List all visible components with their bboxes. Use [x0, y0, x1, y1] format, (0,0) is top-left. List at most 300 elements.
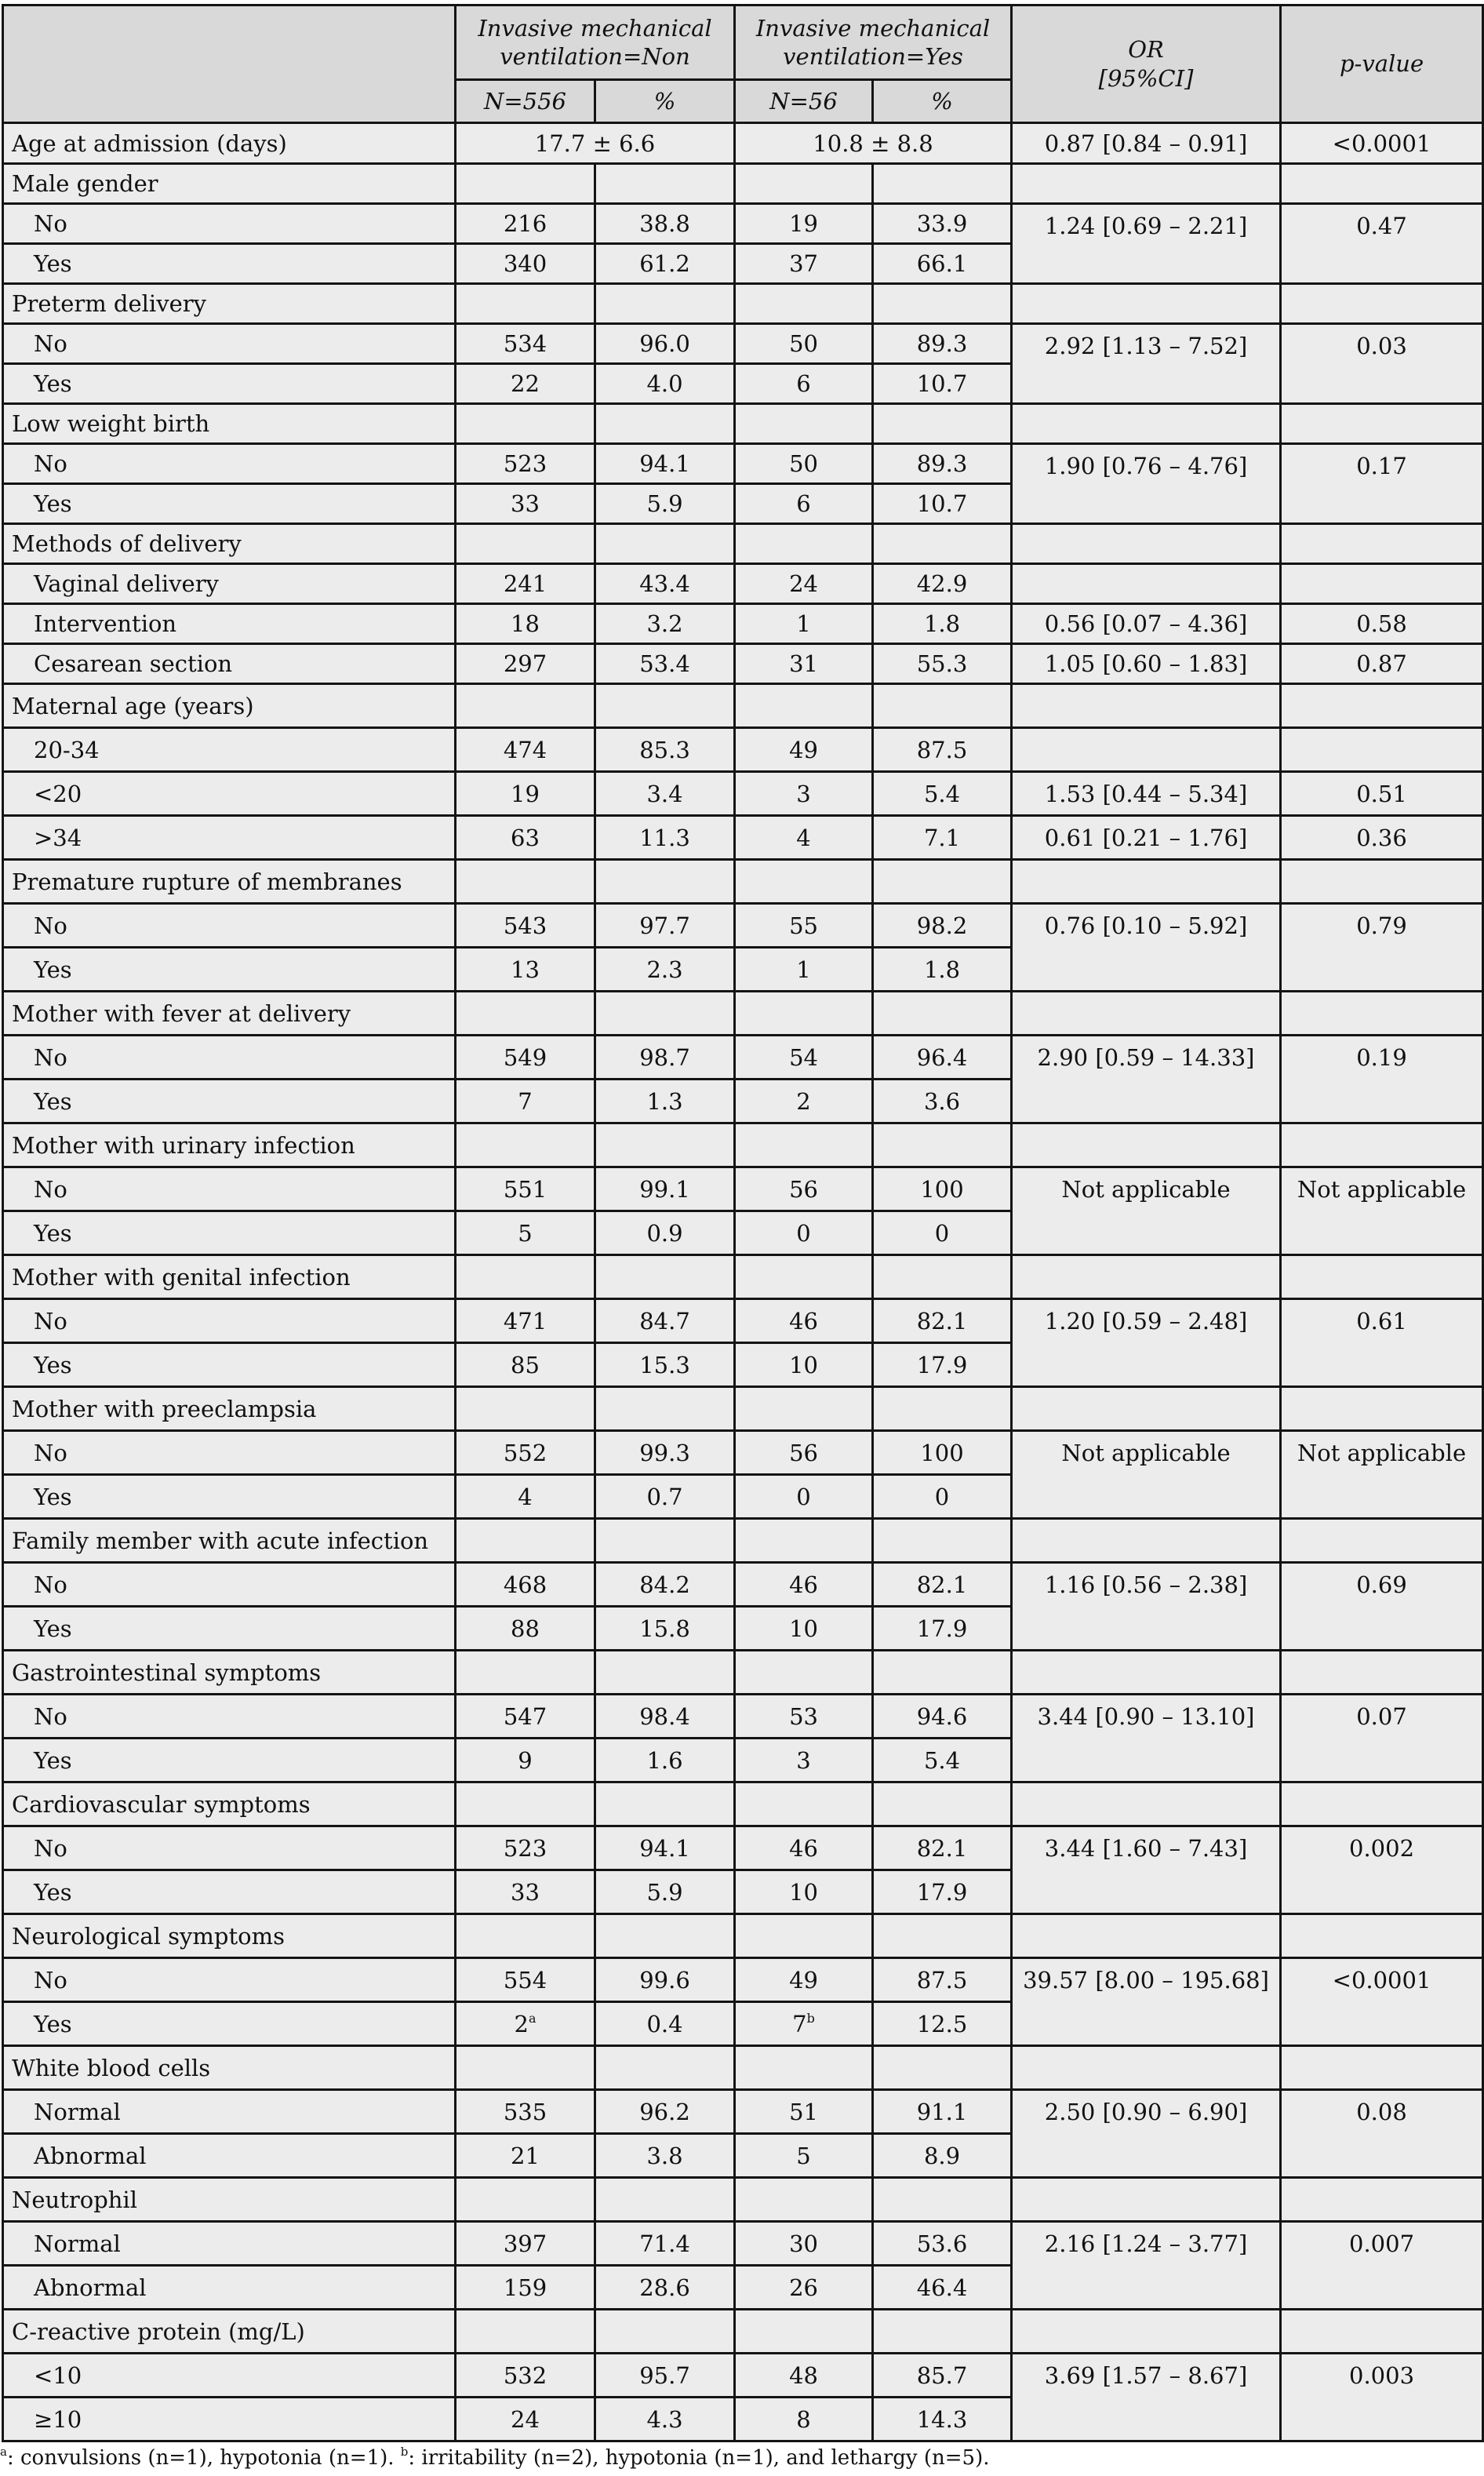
- percent-non: 95.7: [595, 2354, 735, 2398]
- percent-non: 61.2: [595, 244, 735, 284]
- percent-non: 96.2: [595, 2090, 735, 2134]
- percent-non: 98.4: [595, 1695, 735, 1739]
- percent-yes: 82.1: [873, 1299, 1012, 1343]
- percent-non: 98.7: [595, 1036, 735, 1080]
- percent-yes: 14.3: [873, 2398, 1012, 2441]
- count-non: 523: [456, 1826, 595, 1870]
- row-label: Yes: [3, 1080, 456, 1123]
- percent-non: 1.6: [595, 1739, 735, 1782]
- percent-non: 43.4: [595, 564, 735, 604]
- empty-cell: [595, 524, 735, 564]
- footnote-mark-b: b: [400, 2445, 409, 2459]
- percent-non: 99.1: [595, 1167, 735, 1211]
- count-yes: 6: [735, 484, 873, 524]
- row-label: <20: [3, 772, 456, 816]
- count-yes: 50: [735, 444, 873, 484]
- percent-yes: 0: [873, 1475, 1012, 1519]
- empty-cell: [873, 992, 1012, 1036]
- percent-non: 4.0: [595, 364, 735, 404]
- row-label: Normal: [3, 2222, 456, 2266]
- empty-cell: [1012, 2310, 1281, 2354]
- percent-yes: 1.8: [873, 948, 1012, 992]
- header-n-non: N=556: [456, 80, 595, 123]
- empty-cell: [873, 1782, 1012, 1826]
- count-yes: 2: [735, 1080, 873, 1123]
- table-row-section: [3, 2046, 1483, 2090]
- row-label: No: [3, 1299, 456, 1343]
- percent-non: 84.2: [595, 1563, 735, 1607]
- odds-ratio: 1.53 [0.44 – 5.34]: [1012, 772, 1281, 816]
- percent-yes: 94.6: [873, 1695, 1012, 1739]
- percent-yes: 5.4: [873, 772, 1012, 816]
- empty-cell: [1012, 1651, 1281, 1695]
- empty-cell: [873, 2310, 1012, 2354]
- percent-yes: 82.1: [873, 1563, 1012, 1607]
- header-group-non: Invasive mechanical ventilation=Non: [456, 5, 735, 80]
- empty-cell: [1281, 1123, 1483, 1167]
- footnote-mark: a: [528, 2010, 536, 2026]
- row-label: No: [3, 904, 456, 948]
- odds-ratio: 0.56 [0.07 – 4.36]: [1012, 604, 1281, 644]
- empty-cell: [873, 1914, 1012, 1958]
- p-value: 0.79: [1281, 904, 1483, 992]
- row-label: <10: [3, 2354, 456, 2398]
- empty-cell: [456, 1255, 595, 1299]
- count-non: 474: [456, 728, 595, 772]
- p-value: 0.07: [1281, 1695, 1483, 1782]
- percent-yes: 87.5: [873, 728, 1012, 772]
- row-label: Yes: [3, 1739, 456, 1782]
- percent-yes: 55.3: [873, 644, 1012, 684]
- section-label: Preterm delivery: [3, 284, 456, 324]
- empty-cell: [735, 2310, 873, 2354]
- empty-cell: [595, 1782, 735, 1826]
- percent-yes: 46.4: [873, 2266, 1012, 2310]
- empty-cell: [1281, 1914, 1483, 1958]
- count-non: 549: [456, 1036, 595, 1080]
- count-yes: 1: [735, 604, 873, 644]
- count-yes: 0: [735, 1475, 873, 1519]
- table-row: [3, 444, 1483, 484]
- count-non: 471: [456, 1299, 595, 1343]
- count-yes: 49: [735, 728, 873, 772]
- table-row-section: [3, 992, 1483, 1036]
- empty-cell: [873, 1387, 1012, 1431]
- p-value: 0.87: [1281, 644, 1483, 684]
- percent-non: 53.4: [595, 644, 735, 684]
- row-label: Yes: [3, 1211, 456, 1255]
- percent-yes: 8.9: [873, 2134, 1012, 2178]
- table-row-section: [3, 1123, 1483, 1167]
- table-row: [3, 2222, 1483, 2266]
- percent-yes: 17.9: [873, 1607, 1012, 1651]
- section-label: Cardiovascular symptoms: [3, 1782, 456, 1826]
- count-non: 33: [456, 1870, 595, 1914]
- table-row: [3, 604, 1483, 644]
- odds-ratio: 1.05 [0.60 – 1.83]: [1012, 644, 1281, 684]
- empty-cell: [456, 1123, 595, 1167]
- empty-cell: [735, 1782, 873, 1826]
- p-value: Not applicable: [1281, 1167, 1483, 1255]
- header-pct-yes: %: [873, 80, 1012, 123]
- percent-non: 0.9: [595, 1211, 735, 1255]
- table-row: [3, 1958, 1483, 2002]
- odds-ratio: 1.16 [0.56 – 2.38]: [1012, 1563, 1281, 1651]
- percent-yes: 10.7: [873, 364, 1012, 404]
- empty-cell: [873, 1123, 1012, 1167]
- empty-cell: [595, 1255, 735, 1299]
- header-pvalue: p-value: [1281, 5, 1483, 123]
- percent-yes: 96.4: [873, 1036, 1012, 1080]
- count-non: 24: [456, 2398, 595, 2441]
- table-row: [3, 2090, 1483, 2134]
- percent-yes: 0: [873, 1211, 1012, 1255]
- p-value: 0.36: [1281, 816, 1483, 860]
- section-label: Gastrointestinal symptoms: [3, 1651, 456, 1695]
- count-yes: 55: [735, 904, 873, 948]
- table-row: [3, 1036, 1483, 1080]
- section-label: Mother with urinary infection: [3, 1123, 456, 1167]
- empty-cell: [456, 1782, 595, 1826]
- header-n-yes: N=56: [735, 80, 873, 123]
- count-yes: 6: [735, 364, 873, 404]
- empty-cell: [1281, 284, 1483, 324]
- count-non: 63: [456, 816, 595, 860]
- count-non: 397: [456, 2222, 595, 2266]
- count-yes: 8: [735, 2398, 873, 2441]
- age-p-value: <0.0001: [1281, 123, 1483, 164]
- percent-non: 15.8: [595, 1607, 735, 1651]
- count-non: 88: [456, 1607, 595, 1651]
- percent-non: 96.0: [595, 324, 735, 364]
- empty-cell: [1012, 2178, 1281, 2222]
- table-row-section: [3, 164, 1483, 204]
- row-label: Abnormal: [3, 2266, 456, 2310]
- empty-cell: [1281, 860, 1483, 904]
- empty-cell: [735, 404, 873, 444]
- count-non: 216: [456, 204, 595, 244]
- percent-yes: 10.7: [873, 484, 1012, 524]
- percent-yes: 5.4: [873, 1739, 1012, 1782]
- empty-cell: [595, 1651, 735, 1695]
- empty-cell: [873, 524, 1012, 564]
- empty-cell: [1012, 164, 1281, 204]
- row-label: No: [3, 1695, 456, 1739]
- table-row-age: [3, 123, 1483, 164]
- percent-yes: 91.1: [873, 2090, 1012, 2134]
- empty-cell: [735, 1387, 873, 1431]
- percent-yes: 100: [873, 1431, 1012, 1475]
- empty-cell: [1281, 2178, 1483, 2222]
- empty-cell: [1012, 1914, 1281, 1958]
- p-value: 0.03: [1281, 324, 1483, 404]
- table-row-section: [3, 1519, 1483, 1563]
- empty-cell: [1012, 2046, 1281, 2090]
- odds-ratio: 2.92 [1.13 – 7.52]: [1012, 324, 1281, 404]
- row-label: Yes: [3, 484, 456, 524]
- section-label: C-reactive protein (mg/L): [3, 2310, 456, 2354]
- percent-non: 99.6: [595, 1958, 735, 2002]
- table-row-section: [3, 684, 1483, 728]
- percent-non: 5.9: [595, 484, 735, 524]
- age-yes-value: 10.8 ± 8.8: [735, 123, 1012, 164]
- section-label: Low weight birth: [3, 404, 456, 444]
- count-yes: 0: [735, 1211, 873, 1255]
- empty-cell: [1281, 1255, 1483, 1299]
- table-row: [3, 324, 1483, 364]
- empty-cell: [1281, 164, 1483, 204]
- row-label: Yes: [3, 1607, 456, 1651]
- empty-cell: [1281, 1651, 1483, 1695]
- empty-cell: [1012, 992, 1281, 1036]
- empty-cell: [1012, 684, 1281, 728]
- count-yes: 46: [735, 1299, 873, 1343]
- count-non: 241: [456, 564, 595, 604]
- percent-non: 28.6: [595, 2266, 735, 2310]
- count-yes: 49: [735, 1958, 873, 2002]
- empty-cell: [735, 1914, 873, 1958]
- empty-cell: [595, 992, 735, 1036]
- percent-yes: 98.2: [873, 904, 1012, 948]
- row-label: No: [3, 1563, 456, 1607]
- percent-non: 85.3: [595, 728, 735, 772]
- table-row: [3, 204, 1483, 244]
- table-row-section: [3, 284, 1483, 324]
- table-row: [3, 564, 1483, 604]
- table-row-section: [3, 1255, 1483, 1299]
- header-blank-cell: [3, 5, 456, 123]
- table-row: [3, 1167, 1483, 1211]
- count-yes: 10: [735, 1870, 873, 1914]
- count-non: 547: [456, 1695, 595, 1739]
- count-yes: 10: [735, 1607, 873, 1651]
- count-yes: 56: [735, 1167, 873, 1211]
- empty-cell: [1012, 284, 1281, 324]
- empty-cell: [873, 860, 1012, 904]
- count-yes: 26: [735, 2266, 873, 2310]
- percent-non: 38.8: [595, 204, 735, 244]
- empty-cell: [456, 164, 595, 204]
- section-label: Maternal age (years): [3, 684, 456, 728]
- empty-cell: [873, 684, 1012, 728]
- empty-cell: [456, 1387, 595, 1431]
- section-label: Family member with acute infection: [3, 1519, 456, 1563]
- odds-ratio: 0.76 [0.10 – 5.92]: [1012, 904, 1281, 992]
- percent-yes: 89.3: [873, 324, 1012, 364]
- header-pct-non: %: [595, 80, 735, 123]
- table-row: [3, 1563, 1483, 1607]
- empty-cell: [1281, 2310, 1483, 2354]
- table-row: [3, 1826, 1483, 1870]
- table-row: [3, 2354, 1483, 2398]
- header-or: OR [95%CI]: [1012, 5, 1281, 123]
- empty-cell: [595, 1387, 735, 1431]
- odds-ratio: 2.16 [1.24 – 3.77]: [1012, 2222, 1281, 2310]
- p-value: 0.47: [1281, 204, 1483, 284]
- percent-yes: 33.9: [873, 204, 1012, 244]
- empty-cell: [595, 164, 735, 204]
- count-non: 7: [456, 1080, 595, 1123]
- table-row-section: [3, 524, 1483, 564]
- odds-ratio: 1.24 [0.69 – 2.21]: [1012, 204, 1281, 284]
- empty-cell: [1012, 860, 1281, 904]
- empty-cell: [1012, 1782, 1281, 1826]
- empty-cell: [1281, 524, 1483, 564]
- empty-cell: [595, 860, 735, 904]
- count-non: 523: [456, 444, 595, 484]
- empty-cell: [735, 2178, 873, 2222]
- count-yes: 19: [735, 204, 873, 244]
- empty-cell: [456, 1914, 595, 1958]
- percent-yes: 89.3: [873, 444, 1012, 484]
- count-yes: 54: [735, 1036, 873, 1080]
- odds-ratio: 39.57 [8.00 – 195.68]: [1012, 1958, 1281, 2046]
- empty-cell: [456, 2310, 595, 2354]
- count-yes: 5: [735, 2134, 873, 2178]
- p-value: 0.69: [1281, 1563, 1483, 1651]
- table-row-section: [3, 1914, 1483, 1958]
- empty-cell: [456, 1519, 595, 1563]
- count-yes: 30: [735, 2222, 873, 2266]
- percent-yes: 1.8: [873, 604, 1012, 644]
- empty-cell: [1012, 1387, 1281, 1431]
- empty-cell: [456, 860, 595, 904]
- age-non-value: 17.7 ± 6.6: [456, 123, 735, 164]
- row-label: No: [3, 444, 456, 484]
- count-non: 33: [456, 484, 595, 524]
- table-row-section: [3, 1782, 1483, 1826]
- p-value: 0.08: [1281, 2090, 1483, 2178]
- count-yes: 51: [735, 2090, 873, 2134]
- empty-cell: [1281, 992, 1483, 1036]
- count-yes: 37: [735, 244, 873, 284]
- empty-cell: [873, 2046, 1012, 2090]
- section-label: Male gender: [3, 164, 456, 204]
- percent-non: 94.1: [595, 444, 735, 484]
- row-label: Intervention: [3, 604, 456, 644]
- count-yes: 56: [735, 1431, 873, 1475]
- empty-cell: [456, 992, 595, 1036]
- count-non: 19: [456, 772, 595, 816]
- empty-cell: [1281, 404, 1483, 444]
- p-value: Not applicable: [1281, 1431, 1483, 1519]
- percent-yes: 100: [873, 1167, 1012, 1211]
- p-value: 0.003: [1281, 2354, 1483, 2441]
- count-non: 534: [456, 324, 595, 364]
- table-row: [3, 904, 1483, 948]
- empty-cell: [456, 404, 595, 444]
- table-row-section: [3, 860, 1483, 904]
- count-yes: 10: [735, 1343, 873, 1387]
- table-row: [3, 1431, 1483, 1475]
- empty-cell: [873, 2178, 1012, 2222]
- odds-ratio: [1012, 728, 1281, 772]
- row-label: 20-34: [3, 728, 456, 772]
- percent-non: 0.4: [595, 2002, 735, 2046]
- percent-yes: 66.1: [873, 244, 1012, 284]
- empty-cell: [873, 1651, 1012, 1695]
- p-value: 0.002: [1281, 1826, 1483, 1914]
- count-non: 13: [456, 948, 595, 992]
- empty-cell: [1281, 1782, 1483, 1826]
- count-yes: 3: [735, 772, 873, 816]
- percent-non: 11.3: [595, 816, 735, 860]
- count-yes: [735, 2002, 873, 2046]
- p-value: <0.0001: [1281, 1958, 1483, 2046]
- percent-yes: 53.6: [873, 2222, 1012, 2266]
- percent-non: 4.3: [595, 2398, 735, 2441]
- count-yes: 3: [735, 1739, 873, 1782]
- count-non: 297: [456, 644, 595, 684]
- odds-ratio: 0.61 [0.21 – 1.76]: [1012, 816, 1281, 860]
- odds-ratio: [1012, 564, 1281, 604]
- section-label: Methods of delivery: [3, 524, 456, 564]
- empty-cell: [595, 284, 735, 324]
- empty-cell: [1281, 684, 1483, 728]
- odds-ratio: 1.90 [0.76 – 4.76]: [1012, 444, 1281, 524]
- count-non: 22: [456, 364, 595, 404]
- count-yes: 53: [735, 1695, 873, 1739]
- percent-non: 5.9: [595, 1870, 735, 1914]
- count-non: 340: [456, 244, 595, 284]
- row-label: Cesarean section: [3, 644, 456, 684]
- table-row: [3, 728, 1483, 772]
- empty-cell: [735, 992, 873, 1036]
- empty-cell: [595, 2178, 735, 2222]
- empty-cell: [1281, 2046, 1483, 2090]
- percent-non: 0.7: [595, 1475, 735, 1519]
- empty-cell: [873, 1519, 1012, 1563]
- count-non: 554: [456, 1958, 595, 2002]
- header-group-yes: Invasive mechanical ventilation=Yes: [735, 5, 1012, 80]
- row-label: Yes: [3, 1343, 456, 1387]
- row-label: >34: [3, 816, 456, 860]
- count-yes: 48: [735, 2354, 873, 2398]
- empty-cell: [735, 1519, 873, 1563]
- count-non: 85: [456, 1343, 595, 1387]
- empty-cell: [873, 164, 1012, 204]
- count-non: 552: [456, 1431, 595, 1475]
- count-yes: 4: [735, 816, 873, 860]
- count-yes: 46: [735, 1563, 873, 1607]
- p-value: 0.007: [1281, 2222, 1483, 2310]
- empty-cell: [595, 1914, 735, 1958]
- empty-cell: [456, 1651, 595, 1695]
- count-non: 535: [456, 2090, 595, 2134]
- empty-cell: [456, 2178, 595, 2222]
- table-row-section: [3, 2310, 1483, 2354]
- empty-cell: [595, 684, 735, 728]
- percent-yes: 17.9: [873, 1870, 1012, 1914]
- empty-cell: [1012, 1255, 1281, 1299]
- empty-cell: [456, 684, 595, 728]
- empty-cell: [456, 524, 595, 564]
- percent-yes: 87.5: [873, 1958, 1012, 2002]
- odds-ratio: Not applicable: [1012, 1167, 1281, 1255]
- p-value: 0.19: [1281, 1036, 1483, 1123]
- empty-cell: [1012, 524, 1281, 564]
- row-label: Age at admission (days): [3, 123, 456, 164]
- count-non: 468: [456, 1563, 595, 1607]
- p-value: 0.17: [1281, 444, 1483, 524]
- footnote-mark: b: [806, 2010, 815, 2026]
- count-yes: 24: [735, 564, 873, 604]
- empty-cell: [1281, 1387, 1483, 1431]
- count-non: 532: [456, 2354, 595, 2398]
- row-label: No: [3, 1431, 456, 1475]
- count-yes: 31: [735, 644, 873, 684]
- row-label: Yes: [3, 244, 456, 284]
